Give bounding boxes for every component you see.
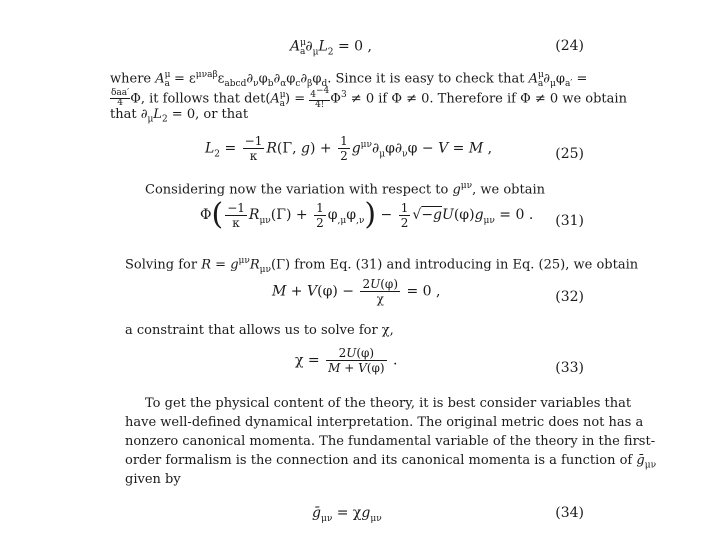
para1-text-d: that ∂ xyxy=(110,107,148,122)
paragraph-5-line-2 xyxy=(125,414,643,432)
paragraph-3: Solving for $R = g^{\mu\nu}R_{\mu\nu}(\Gamma)$ from Eq. (31) and introducing in Eq. (25), we obtain xyxy=(125,256,639,275)
para2-text-b: , we obtain xyxy=(472,182,545,198)
para1-L: L xyxy=(153,107,162,122)
para5-line-4: order formalism is the connection and its canonical momenta is a function of xyxy=(125,453,633,468)
paragraph-5-line-4: order formalism is the connection and its canonical momenta is a function of ḡ$_{\mu\nu}$ xyxy=(125,453,657,471)
equation-number-25: (25) xyxy=(555,146,584,162)
paragraph-1-line-1: where $A^\mu_a = \varepsilon^{\mu\nu a\beta}\varepsilon_{abcd}\partial_\nu\varphi_b\partial_\alpha\varphi_c\partial_\beta\varphi_d$. Since it is easy to check that $A^\mu_a\partial_\mu\varphi_{a'}$ = xyxy=(110,70,588,89)
para5-line-2: have well-defined dynamical interpretation. The original metric does not has a xyxy=(125,415,644,430)
equation-33: χ = $\frac{2U(\varphi)}{M + V(\varphi)}$ . xyxy=(295,346,398,375)
para2-text-a: Considering now the variation with respect to xyxy=(145,182,449,198)
para3-text-b: from Eq. (31) and introducing in Eq. (25), we obtain xyxy=(294,257,639,273)
equation-number-31: (31) xyxy=(555,213,584,229)
equation-24: $A^\mu_a\partial_\mu L_2 = 0$ , xyxy=(290,38,372,58)
equation-number-24: (24) xyxy=(555,38,584,54)
equation-34: ḡ$_{\mu\nu}$ = $\chi g_{\mu\nu}$ xyxy=(312,505,382,524)
para1-text-a: . Since it is easy to check that xyxy=(327,71,525,87)
equation-32: M + V(φ) − $\frac{2U(\varphi)}{\chi}$ = 0 , xyxy=(272,277,441,306)
paragraph-1-line-2: $\frac{\text{δaa′}}{4}$ Φ, it follows that $\det(A^\mu_a)$ = $\frac{4^{-4}}{4!}$ $\Phi^3 \ne 0$ if Φ ≠ 0. Therefore if Φ ≠ 0 we obtain xyxy=(111,86,627,111)
para3-text-a: Solving for xyxy=(125,257,198,273)
paragraph-2: Considering now the variation with respect to $g^{\mu\nu}$, we obtain xyxy=(145,181,545,198)
equation-number-32: (32) xyxy=(555,289,584,305)
para1-text-b: , it follows that det xyxy=(140,91,266,107)
equation-25: $L_2$ = $\frac{-1}{\kappa}$ R(Γ, g) + $\frac{1}{2}$ $g^{\mu\nu}\partial_\mu\varphi\partial_\nu\varphi - V = M$ , xyxy=(205,134,493,163)
paragraph-5-line-3 xyxy=(125,433,655,451)
equation-number-34: (34) xyxy=(555,505,584,521)
para1-word-where: where xyxy=(110,71,152,87)
para5-line-1: To get the physical content of the theory, it is best consider variables that xyxy=(145,396,632,411)
para1-text-c: if Φ ≠ 0. Therefore if Φ ≠ 0 we obtain xyxy=(378,91,627,107)
para5-line-3: nonzero canonical momenta. The fundamental variable of the theory in the first- xyxy=(125,434,656,449)
equation-31: Φ( $\frac{-1}{\kappa}$ $R_{\mu\nu}(\Gamma)$ + $\frac{1}{2}$ $\varphi_{,\mu}\varphi_{,\nu}$) − $\frac{1}{2}$ $√-gU(\varphi)g_{\mu\nu} = 0$ . xyxy=(200,197,534,232)
paragraph-1-line-3: that $\partial_\mu L_2 = 0$, or that xyxy=(110,107,249,125)
para4-text: a constraint that allows us to solve for χ, xyxy=(125,323,394,338)
para1-text-e: = 0, or that xyxy=(167,107,249,122)
paragraph-4 xyxy=(125,322,394,340)
paragraph-5-line-5 xyxy=(125,471,181,489)
paragraph-5-line-1 xyxy=(145,395,631,413)
para5-line-5: given by xyxy=(125,472,181,487)
equation-number-33: (33) xyxy=(555,360,584,376)
